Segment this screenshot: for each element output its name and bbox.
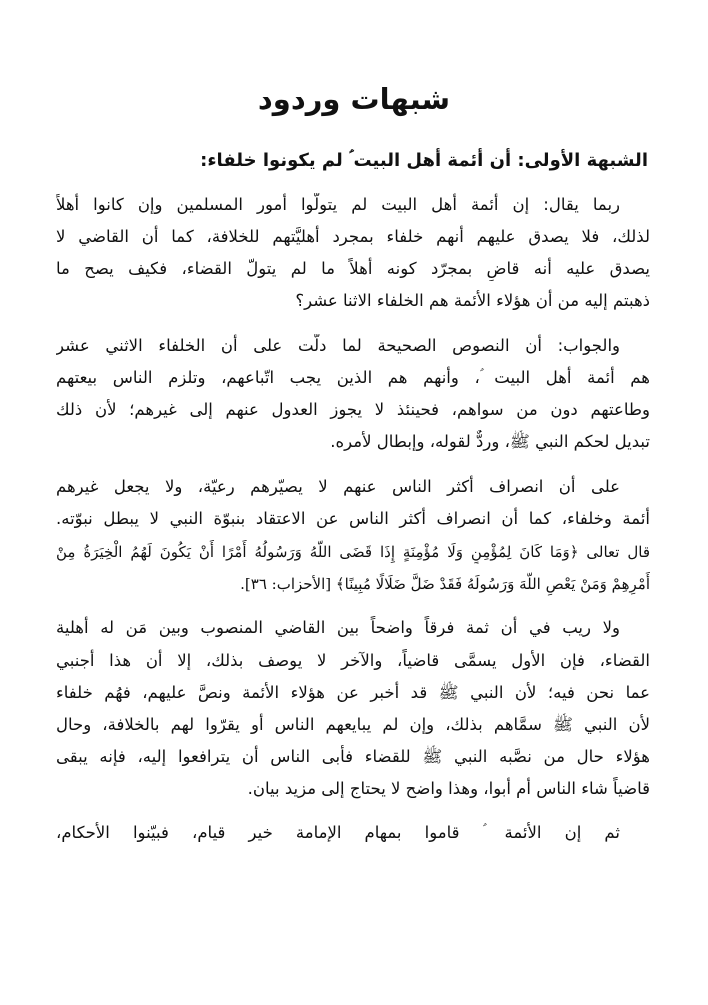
page-title: شبهات وردود: [257, 82, 451, 116]
text-line: هؤلاء حال من نصَّبه النبي ﷺ للقضاء فأبى الناس أن يترافعوا إليه، فإنه يبقى: [56, 747, 650, 766]
text-line: ذهبتم إليه من أن هؤلاء الأئمة هم الخلفاء الاثنا عشر؟: [295, 291, 650, 310]
text-line: وطاعتهم دون من سواهم، فحينئذ لا يجوز العدول عنهم إلى غيرهم؛ لأن ذلك: [56, 400, 650, 419]
text-line: تبديل لحكم النبي ﷺ، وردٌّ لقوله، وإبطال لأمره.: [330, 432, 650, 451]
text-line: لأن النبي ﷺ سمَّاهم بذلك، وإن لم يبايعهم الناس أو يقرّوا لهم بالخلافة، وحال: [56, 715, 650, 734]
text-line: ربما يقال: إن أئمة أهل البيت لم يتولَّوا أمور المسلمين وإن كانوا أهلاً: [56, 195, 620, 214]
text-line: هم أئمة أهل البيت ؑ، وأنهم هم الذين يجب اتّباعهم، وتلزم الناس بيعتهم: [56, 368, 650, 387]
text-line: القضاء، فإن الأول يسمَّى قاضياً، والآخر لا يوصف بذلك، إلا أن هذا أجنبي: [56, 651, 650, 670]
text-line: ولا ريب في أن ثمة فرقاً واضحاً بين القاضي المنصوب وبين مَن له أهلية: [56, 618, 620, 637]
text-line: ثم إن الأئمة ؑ قاموا بمهام الإمامة خير قيام، فبيّنوا الأحكام،: [56, 823, 620, 842]
text-line: والجواب: أن النصوص الصحيحة لما دلّت على أن الخلفاء الاثني عشر: [56, 336, 620, 355]
quran-verse-line: أَمْرِهِمْ وَمَنْ يَعْصِ اللَّهَ وَرَسُولَهُ فَقَدْ ضَلَّ ضَلَالًا مُبِينًا﴾ [الأحزاب: ٣٦].: [240, 575, 650, 593]
text-line: على أن انصراف أكثر الناس عنهم لا يصيّرهم رعيّة، ولا يجعل غيرهم: [56, 477, 620, 496]
text-line: أئمة وخلفاء، كما أن انصراف أكثر الناس عن الاعتقاد بنبوّة النبي لا يبطل نبوّته.: [56, 509, 650, 528]
text-line: عما نحن فيه؛ لأن النبي ﷺ قد أخبر عن هؤلاء الأئمة ونصَّ عليهم، فهُم خلفاء: [56, 683, 650, 702]
quran-verse-line: قال تعالى ﴿وَمَا كَانَ لِمُؤْمِنٍ وَلَا مُؤْمِنَةٍ إِذَا قَضَى اللَّهُ وَرَسُولُهُ أَمْرًا أَنْ يَكُونَ لَهُمُ الْخِيَرَةُ مِنْ: [56, 543, 650, 561]
section-heading: الشبهة الأولى: أن أئمة أهل البيت ؑ لم يكونوا خلفاء:: [200, 150, 648, 171]
text-line: قاضياً شاء الناس أم أبوا، وهذا واضح لا يحتاج إلى مزيد بيان.: [247, 779, 650, 798]
text-line: لذلك، فلا يصدق عليهم أنهم خلفاء بمجرد أهليَّتهم للخلافة، كما أن القاضي لا: [56, 227, 650, 246]
text-line: يصدق عليه أنه قاضٍ بمجرّد كونه أهلاً ما لم يتولّ القضاء، فكيف يصح ما: [56, 259, 650, 278]
